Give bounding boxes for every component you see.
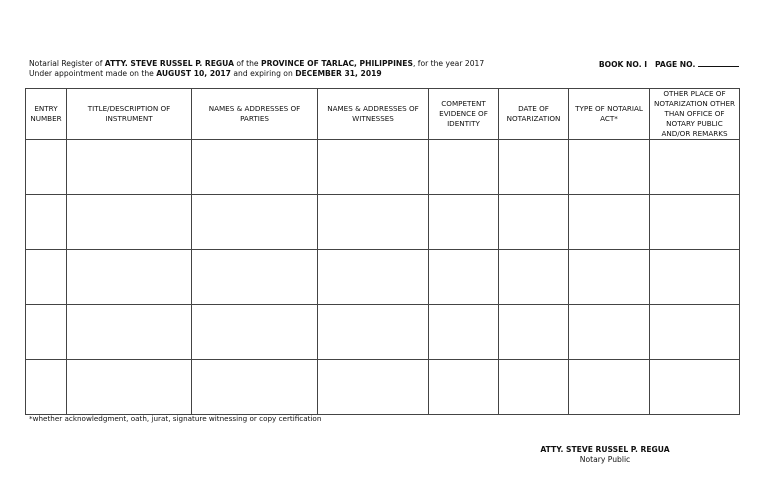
page-number-blank <box>698 59 739 67</box>
table-cell <box>26 140 67 195</box>
appointment-prefix: Under appointment made on the <box>29 69 157 78</box>
title-suffix: , for the year 2017 <box>412 59 485 68</box>
appointment-date: AUGUST 10, 2017 <box>156 69 231 78</box>
notary-name: ATTY. STEVE RUSSEL P. REGUA <box>104 59 234 68</box>
province: PROVINCE OF TARLAC, PHILIPPINES <box>261 59 413 68</box>
table-row <box>26 250 740 305</box>
table-cell <box>192 250 318 305</box>
title-mid: of the <box>233 59 262 68</box>
expiry-date: DECEMBER 31, 2019 <box>295 69 382 78</box>
table-cell <box>67 140 192 195</box>
table-cell <box>67 250 192 305</box>
table-cell <box>429 250 499 305</box>
table-cell <box>650 250 740 305</box>
table-header-row <box>26 89 740 140</box>
signatory-name: ATTY. STEVE RUSSEL P. REGUA <box>540 445 670 454</box>
table-cell <box>650 305 740 360</box>
register-header <box>29 59 739 79</box>
table-cell <box>429 305 499 360</box>
table-cell <box>192 140 318 195</box>
table-cell <box>26 195 67 250</box>
book-page-info <box>599 59 739 70</box>
table-row <box>26 140 740 195</box>
table-cell <box>26 360 67 415</box>
table-cell <box>499 195 569 250</box>
column-header-evidence-of-identity: COMPETENT EVIDENCE OF IDENTITY <box>429 89 499 140</box>
page-number-label: PAGE NO. <box>655 60 696 69</box>
column-header-date-of-notarization: DATE OF NOTARIZATION <box>499 89 569 140</box>
table-cell <box>499 360 569 415</box>
table-cell <box>429 140 499 195</box>
column-header-type-of-act: TYPE OF NOTARIAL ACT* <box>569 89 650 140</box>
table-cell <box>192 360 318 415</box>
appointment-line <box>29 69 739 79</box>
table-cell <box>318 195 429 250</box>
table-cell <box>650 195 740 250</box>
table-cell <box>499 140 569 195</box>
column-header-parties: NAMES & ADDRESSES OF PARTIES <box>192 89 318 140</box>
table-row <box>26 305 740 360</box>
table-cell <box>67 195 192 250</box>
footnote: *whether acknowledgment, oath, jurat, signature witnessing or copy certification <box>29 414 322 423</box>
table-cell <box>650 360 740 415</box>
table-cell <box>569 140 650 195</box>
column-header-witnesses: NAMES & ADDRESSES OF WITNESSES <box>318 89 429 140</box>
table-cell <box>67 305 192 360</box>
notarial-register-table <box>25 88 740 415</box>
signature-block <box>520 445 690 465</box>
table-row <box>26 360 740 415</box>
appointment-mid: and expiring on <box>230 69 296 78</box>
book-number: BOOK NO. I <box>598 60 648 69</box>
column-header-other-place-remarks: OTHER PLACE OF NOTARIZATION OTHER THAN OFFICE OF NOTARY PUBLIC AND/OR REMARKS <box>650 89 740 140</box>
table-cell <box>650 140 740 195</box>
column-header-title-description: TITLE/DESCRIPTION OF INSTRUMENT <box>67 89 192 140</box>
column-header-entry-number: ENTRY NUMBER <box>26 89 67 140</box>
table-cell <box>569 250 650 305</box>
table-cell <box>499 250 569 305</box>
table-cell <box>318 250 429 305</box>
table-cell <box>569 195 650 250</box>
table-cell <box>192 305 318 360</box>
table-cell <box>429 195 499 250</box>
title-prefix: Notarial Register of <box>29 59 105 68</box>
table-cell <box>429 360 499 415</box>
table-cell <box>499 305 569 360</box>
table-cell <box>318 305 429 360</box>
signatory-title: Notary Public <box>579 455 631 464</box>
table-cell <box>318 360 429 415</box>
table-cell <box>569 360 650 415</box>
table-cell <box>192 195 318 250</box>
table-cell <box>26 250 67 305</box>
table-row <box>26 195 740 250</box>
table-cell <box>26 305 67 360</box>
table-cell <box>318 140 429 195</box>
table-cell <box>67 360 192 415</box>
table-cell <box>569 305 650 360</box>
